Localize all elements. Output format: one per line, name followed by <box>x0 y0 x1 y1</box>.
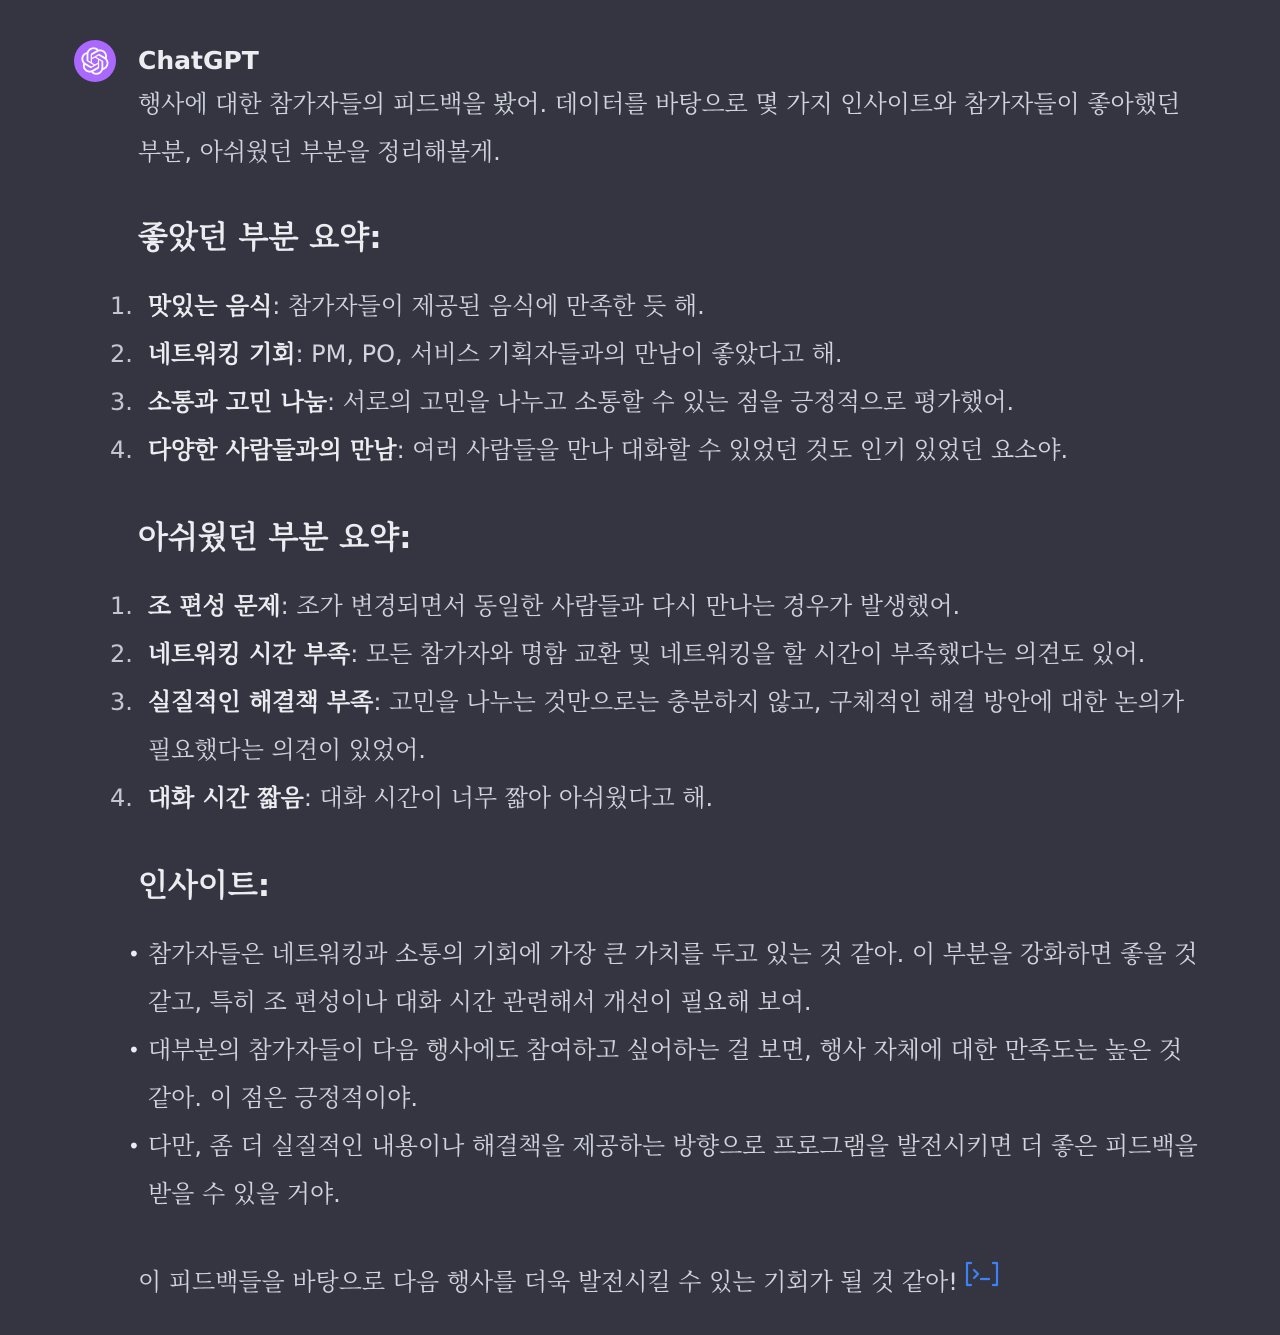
bullet-marker: • <box>128 1038 140 1062</box>
insights-list <box>128 930 1198 1218</box>
list-number: 2. <box>110 640 133 668</box>
closing-text: 이 피드백들을 바탕으로 다음 행사를 더욱 발전시킬 수 있는 기회가 될 것 같아! <box>138 1268 958 1296</box>
list-item <box>110 378 1198 426</box>
list-number: 1. <box>110 292 133 320</box>
item-title: 네트워킹 기회 <box>148 340 296 368</box>
item-text: : 모든 참가자와 명함 교환 및 네트워킹을 할 시간이 부족했다는 의견도 있어. <box>350 640 1146 668</box>
intro-paragraph: 행사에 대한 참가자들의 피드백을 봤어. 데이터를 바탕으로 몇 가지 인사이트와 참가자들이 좋아했던 부분, 아쉬웠던 부분을 정리해볼게. <box>138 90 1181 166</box>
list-item <box>110 426 1198 474</box>
item-title: 대화 시간 짧음 <box>148 784 304 812</box>
assistant-avatar <box>74 40 116 82</box>
list-number: 3. <box>110 688 133 716</box>
item-text: 참가자들은 네트워킹과 소통의 기회에 가장 큰 가치를 두고 있는 것 같아. 이 부분을 강화하면 좋을 것 같고, 특히 조 편성이나 대화 시간 관련해서 개선이 필요해 보여. <box>148 940 1198 1016</box>
bullet-marker: • <box>128 942 140 966</box>
item-text: : 여러 사람들을 만나 대화할 수 있었던 것도 인기 있었던 요소야. <box>396 436 1069 464</box>
list-number: 4. <box>110 784 133 812</box>
item-title: 맛있는 음식 <box>148 292 273 320</box>
sender-name: ChatGPT <box>138 46 259 75</box>
item-text: : 참가자들이 제공된 음식에 만족한 듯 해. <box>272 292 705 320</box>
item-text: 다만, 좀 더 실질적인 내용이나 해결책을 제공하는 방향으로 프로그램을 발전시키면 더 좋은 피드백을 받을 수 있을 거야. <box>148 1132 1198 1208</box>
item-title: 네트워킹 시간 부족 <box>148 640 351 668</box>
item-text: : 대화 시간이 너무 짧아 아쉬웠다고 해. <box>303 784 714 812</box>
list-number: 1. <box>110 592 133 620</box>
bullet-marker: • <box>128 1134 140 1158</box>
message-content <box>110 80 1198 1307</box>
list-number: 2. <box>110 340 133 368</box>
list-item <box>110 774 1198 822</box>
openai-logo-icon <box>81 47 109 75</box>
item-text: : 조가 변경되면서 동일한 사람들과 다시 만나는 경우가 발생했어. <box>280 592 961 620</box>
list-item <box>128 1026 1198 1122</box>
list-item <box>128 1122 1198 1218</box>
liked-heading: 좋았던 부분 요약: <box>138 220 382 256</box>
item-text: : 서로의 고민을 나누고 소통할 수 있는 점을 긍정적으로 평가했어. <box>327 388 1015 416</box>
list-item <box>128 930 1198 1026</box>
list-item <box>110 630 1198 678</box>
disliked-list <box>110 582 1198 822</box>
list-number: 3. <box>110 388 133 416</box>
item-title: 조 편성 문제 <box>148 592 281 620</box>
liked-list <box>110 282 1198 474</box>
code-interpreter-icon[interactable] <box>964 1256 1000 1304</box>
item-text: : PM, PO, 서비스 기획자들과의 만남이 좋았다고 해. <box>295 340 843 368</box>
closing-paragraph <box>138 1258 1198 1307</box>
list-item <box>110 330 1198 378</box>
item-title: 실질적인 해결책 부족 <box>148 688 374 716</box>
item-text: : 고민을 나누는 것만으로는 충분하지 않고, 구체적인 해결 방안에 대한 논의가 필요했다는 의견이 있었어. <box>148 688 1185 764</box>
list-item <box>110 282 1198 330</box>
item-title: 소통과 고민 나눔 <box>148 388 327 416</box>
item-text: 대부분의 참가자들이 다음 행사에도 참여하고 싶어하는 걸 보면, 행사 자체에 대한 만족도는 높은 것 같아. 이 점은 긍정적이야. <box>148 1036 1183 1112</box>
insights-heading: 인사이트: <box>138 868 271 904</box>
list-item <box>110 582 1198 630</box>
item-title: 다양한 사람들과의 만남 <box>148 436 397 464</box>
list-item <box>110 678 1198 774</box>
disliked-heading: 아쉬웠던 부분 요약: <box>138 520 412 556</box>
list-number: 4. <box>110 436 133 464</box>
